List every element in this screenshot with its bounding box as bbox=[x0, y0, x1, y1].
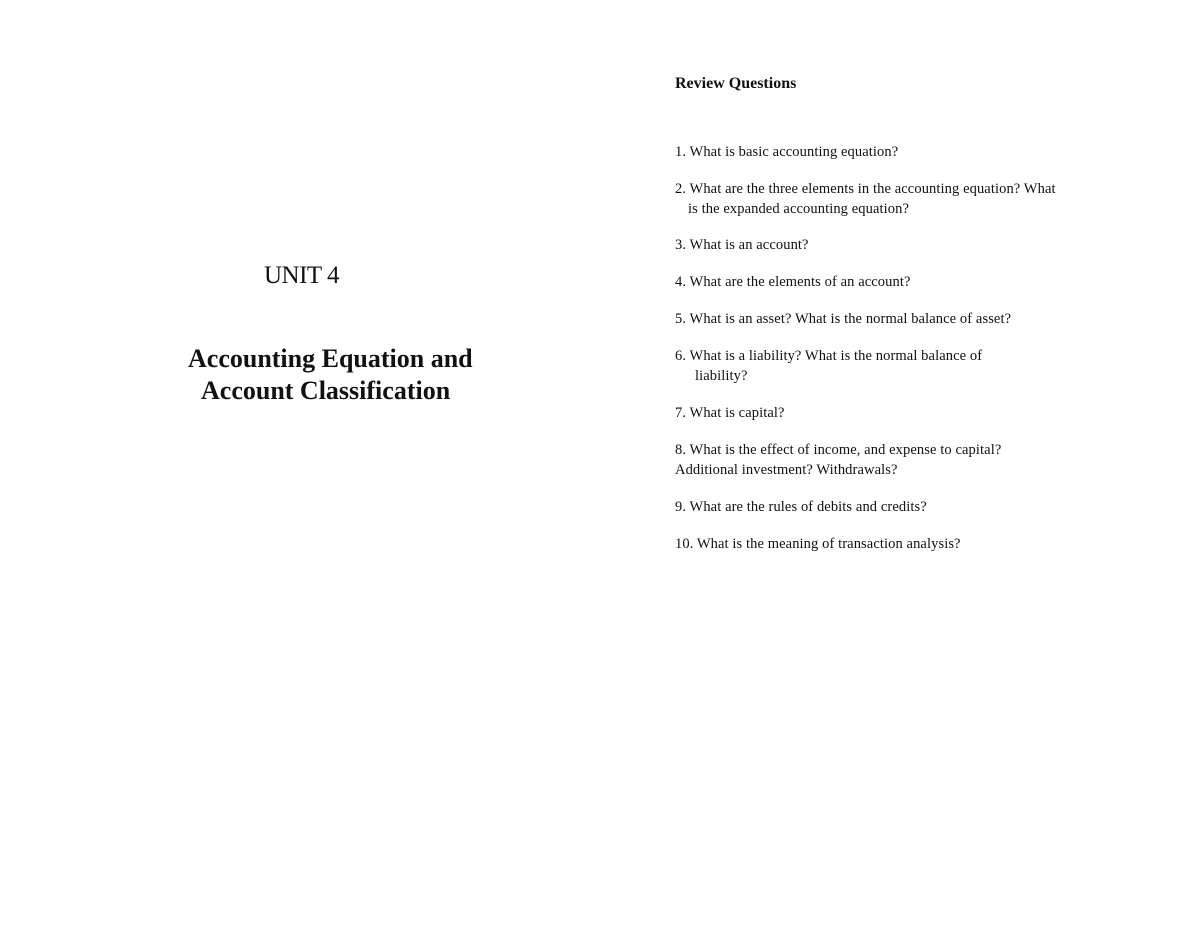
question-text: 1. What is basic accounting equation? bbox=[675, 144, 899, 160]
review-questions-heading: Review Questions bbox=[675, 75, 797, 92]
question-text: 2. What are the three elements in the accounting equation? What bbox=[675, 181, 1056, 197]
question-item bbox=[675, 143, 898, 163]
question-item bbox=[675, 310, 1011, 330]
question-item bbox=[675, 347, 982, 386]
unit-title bbox=[188, 343, 473, 407]
right-page bbox=[675, 0, 1175, 927]
unit-title-line-2: Account Classification bbox=[201, 376, 451, 405]
question-text: 6. What is a liability? What is the normal balance of bbox=[675, 348, 983, 364]
question-text: 9. What are the rules of debits and credits? bbox=[675, 499, 927, 515]
question-text: 7. What is capital? bbox=[675, 405, 785, 421]
question-continuation: liability? bbox=[695, 367, 748, 384]
question-item bbox=[675, 273, 911, 293]
question-text: 8. What is the effect of income, and expense to capital? bbox=[675, 442, 1002, 458]
question-item bbox=[675, 498, 927, 518]
question-item bbox=[675, 404, 785, 424]
question-item bbox=[675, 535, 961, 555]
unit-title-line-1: Accounting Equation and bbox=[188, 344, 473, 373]
question-continuation: Additional investment? Withdrawals? bbox=[675, 461, 898, 478]
question-continuation: is the expanded accounting equation? bbox=[688, 200, 910, 217]
question-text: 5. What is an asset? What is the normal balance of asset? bbox=[675, 311, 1012, 327]
question-text: 3. What is an account? bbox=[675, 237, 809, 253]
question-item bbox=[675, 236, 809, 256]
question-text: 4. What are the elements of an account? bbox=[675, 274, 911, 290]
question-item bbox=[675, 441, 1001, 480]
question-text: 10. What is the meaning of transaction analysis? bbox=[675, 536, 961, 552]
question-item bbox=[675, 180, 1056, 219]
unit-heading: UNIT 4 bbox=[264, 262, 340, 289]
